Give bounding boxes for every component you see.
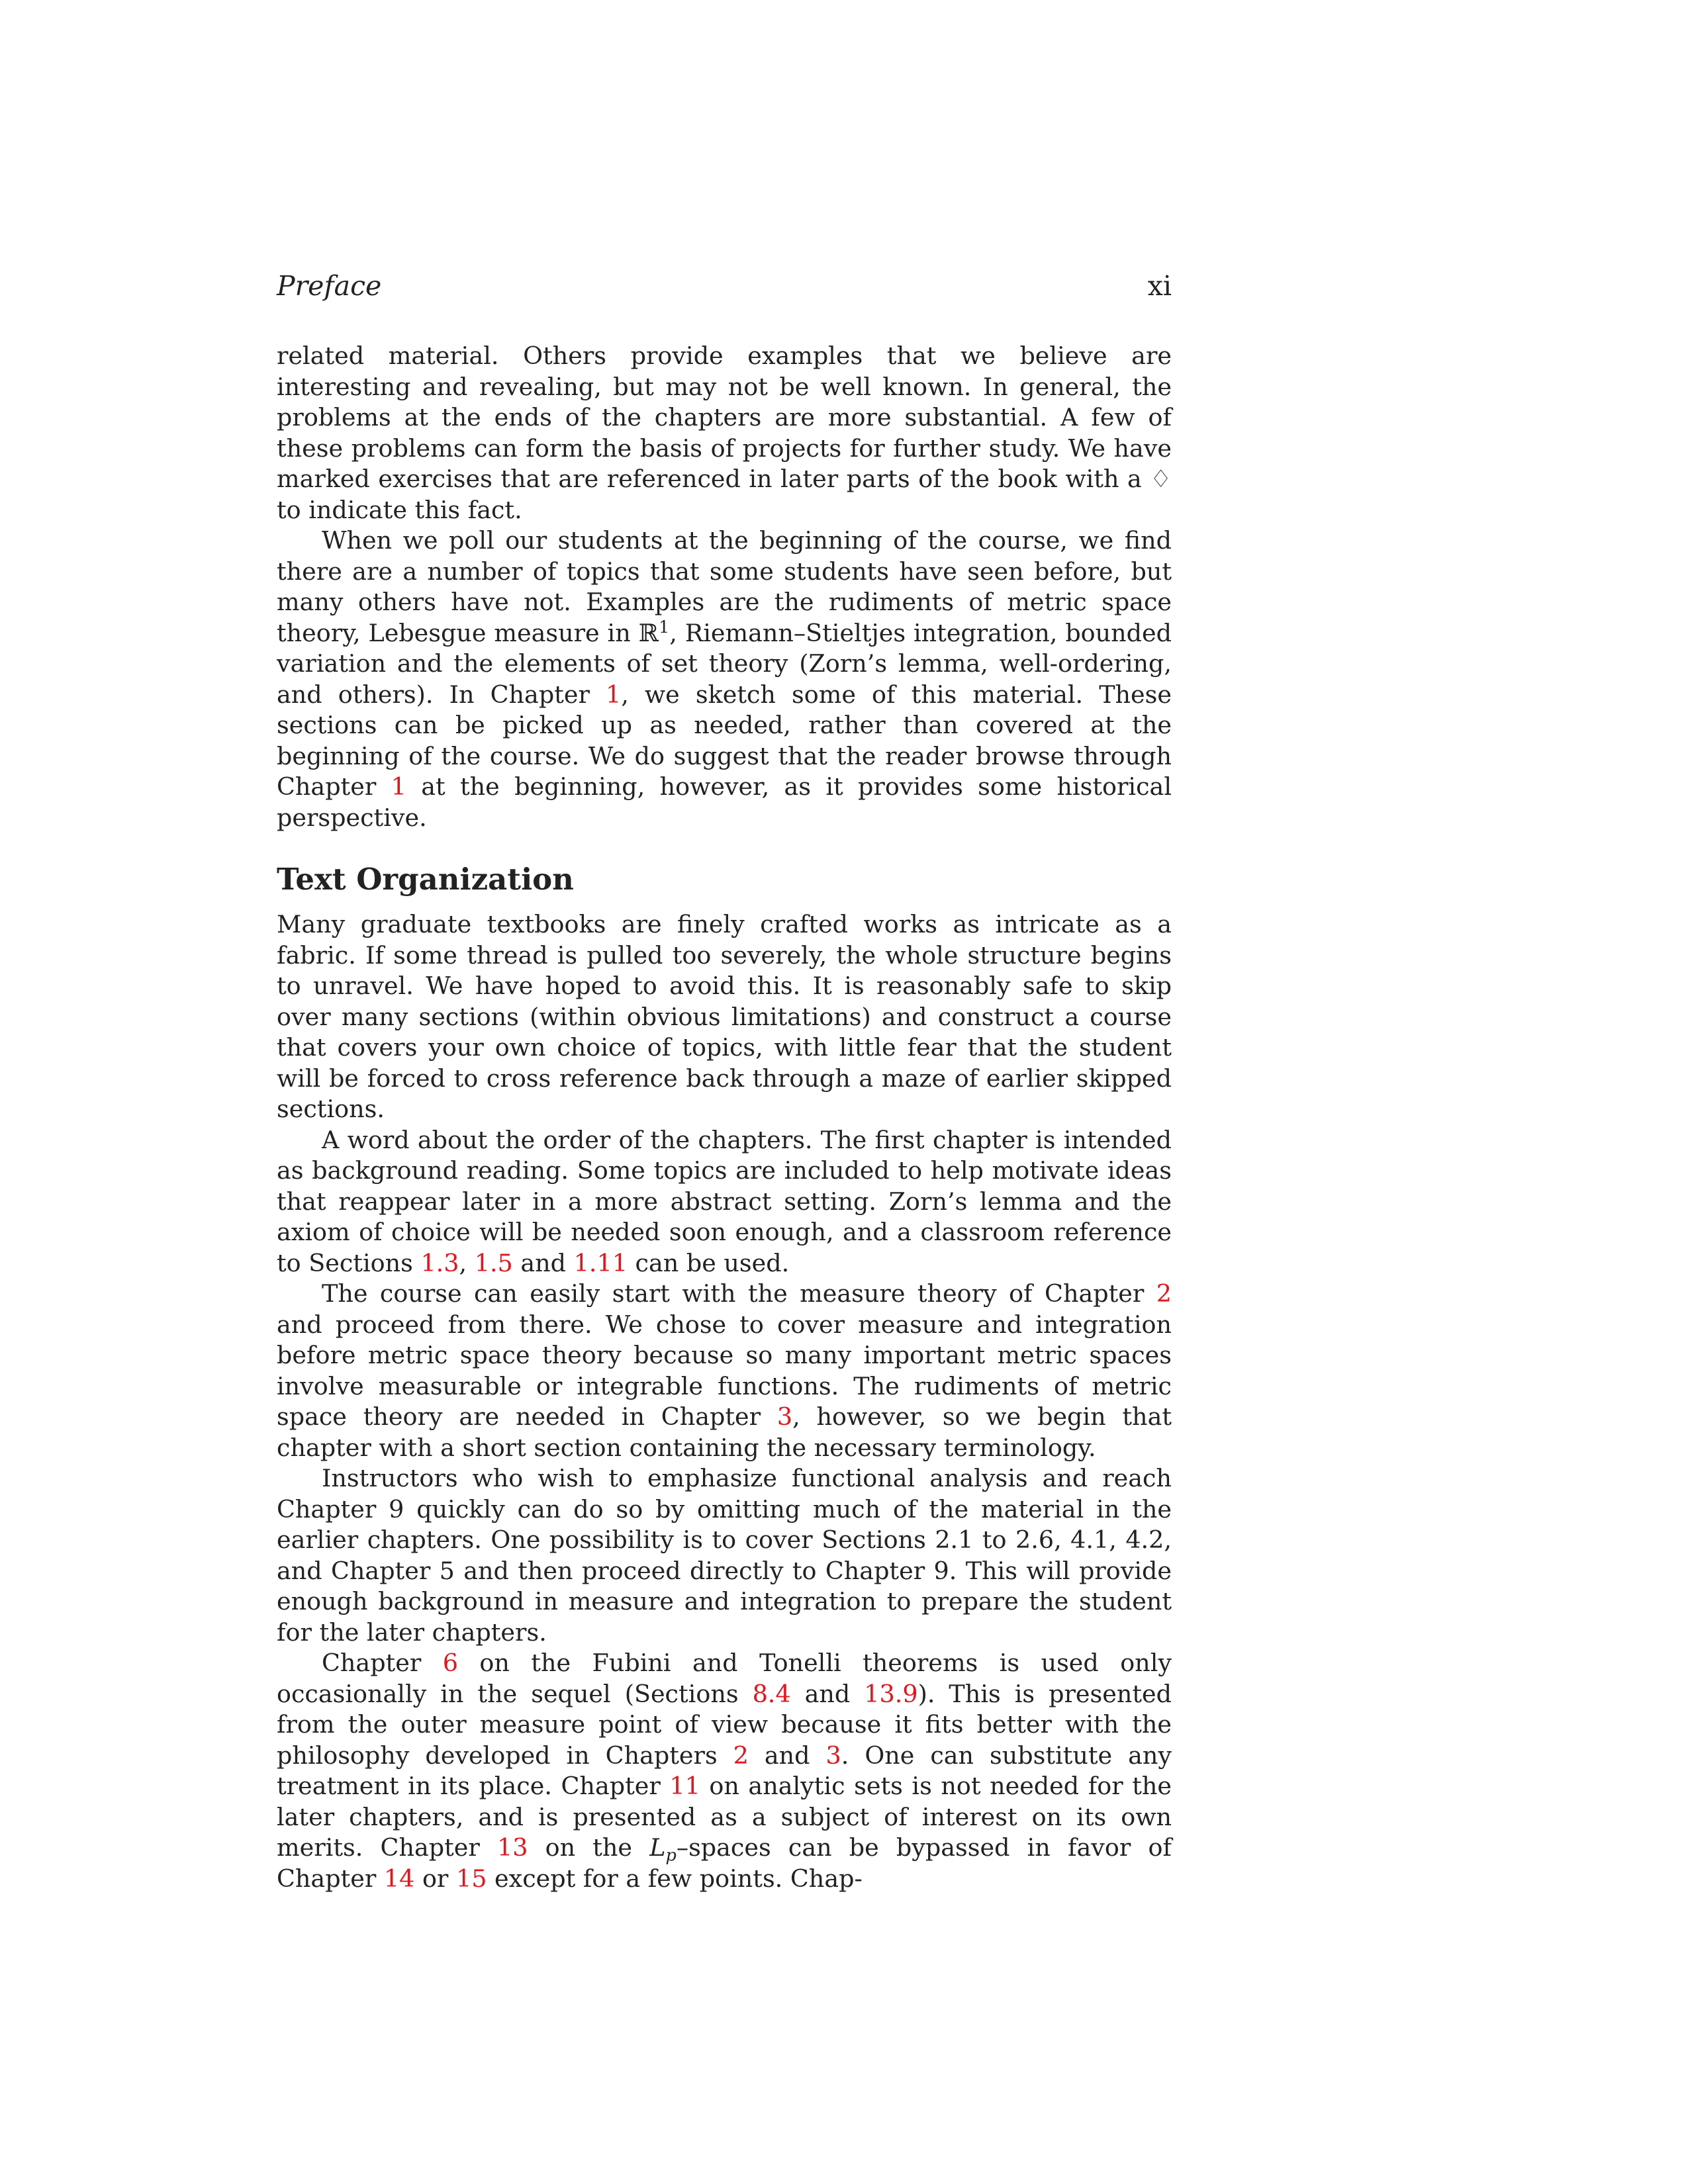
page-number: xi bbox=[1147, 270, 1172, 302]
chapter-link[interactable]: 3 bbox=[825, 1741, 841, 1770]
chapter-link[interactable]: 3 bbox=[776, 1402, 793, 1431]
paragraph: The course can easily start with the measure theory of Chapter 2 and proceed from there. We chose to cover measure and integration before metric space theory because so many important metric spaces involve measurable or integrable functions. The rudiments of metric space theory are needed in Chapter 3, however, so we begin that chapter with a short section containing the necessary terminology. bbox=[277, 1279, 1172, 1462]
section-link[interactable]: 1.3 bbox=[420, 1248, 459, 1277]
chapter-link[interactable]: 1 bbox=[606, 680, 622, 709]
running-head bbox=[277, 259, 1172, 312]
math-L: L bbox=[649, 1833, 666, 1862]
paragraph: Chapter 6 on the Fubini and Tonelli theorems is used only occasionally in the sequel (Sections 8.4 and 13.9). This is presented from the outer measure point of view because it fits better with the philosophy developed in Chapters 2 and 3. One can substitute any treatment in its place. Chapter 11 on analytic sets is not needed for the later chapters, and is presented as a subject of interest on its own merits. Chapter 13 on the $L_p$–spaces can be bypassed in favor of Chapter 14 or 15 except for a few points. Chap- bbox=[277, 1649, 1172, 1893]
paragraph: When we poll our students at the beginning of the course, we find there are a number of topics that some students have seen before, but many others have not. Examples are the rudiments of metric space theory, Lebesgue measure in ℝ$^1$, Riemann–Stieltjes integration, bounded variation and the elements of set theory (Zorn’s lemma, well-ordering, and others). In Chapter 1, we sketch some of this material. These sections can be picked up as needed, rather than covered at the beginning of the course. We do suggest that the reader browse through Chapter 1 at the beginning, however, as it provides some historical perspective. bbox=[277, 526, 1172, 832]
chapter-link[interactable]: 1 bbox=[391, 772, 406, 801]
section-link[interactable]: 13.9 bbox=[864, 1679, 918, 1708]
chapter-link[interactable]: 13 bbox=[496, 1833, 528, 1862]
chapter-link[interactable]: 11 bbox=[669, 1772, 700, 1800]
body-text bbox=[277, 341, 1172, 1894]
section-link[interactable]: 1.5 bbox=[474, 1248, 513, 1277]
chapter-link[interactable]: 15 bbox=[455, 1864, 487, 1893]
chapter-link[interactable]: 2 bbox=[733, 1741, 749, 1770]
section-link[interactable]: 1.11 bbox=[573, 1248, 628, 1277]
section-link[interactable]: 8.4 bbox=[752, 1679, 791, 1708]
paragraph: A word about the order of the chapters. The first chapter is intended as background reading. Some topics are included to help motivate ideas that reappear later in a more abstract setting. Zorn’s lemma and the axiom of choice will be needed soon enough, and a classroom reference to Sections 1.3, 1.5 and 1.11 can be used. bbox=[277, 1125, 1172, 1277]
math-p-subscript: p bbox=[665, 1845, 677, 1866]
section-heading: Text Organization bbox=[277, 862, 574, 897]
chapter-link[interactable]: 6 bbox=[442, 1649, 458, 1677]
paragraph: related material. Others provide examples that we believe are interesting and revealing, but may not be well known. In general, the problems at the ends of the chapters are more substantial. A few of these problems can form the basis of projects for further study. We have marked exercises that are referenced in later parts of the book with a ♢ to indicate this fact. bbox=[277, 341, 1172, 524]
chapter-link[interactable]: 2 bbox=[1156, 1279, 1172, 1308]
page bbox=[277, 259, 1172, 1894]
paragraph: Instructors who wish to emphasize functional analysis and reach Chapter 9 quickly can do so by omitting much of the material in the earlier chapters. One possibility is to cover Sections 2.1 to 2.6, 4.1, 4.2, and Chapter 5 and then proceed directly to Chapter 9. This will provide enough background in measure and integration to prepare the student for the later chapters. bbox=[277, 1464, 1172, 1647]
running-head-title: Preface bbox=[277, 270, 382, 302]
chapter-link[interactable]: 14 bbox=[383, 1864, 415, 1893]
paragraph: Many graduate textbooks are finely crafted works as intricate as a fabric. If some thread is pulled too severely, the whole structure begins to unravel. We have hoped to avoid this. It is reasonably safe to skip over many sections (within obvious limitations) and construct a course that covers your own choice of topics, with little fear that the student will be forced to cross reference back through a maze of earlier skipped sections. bbox=[277, 910, 1172, 1123]
